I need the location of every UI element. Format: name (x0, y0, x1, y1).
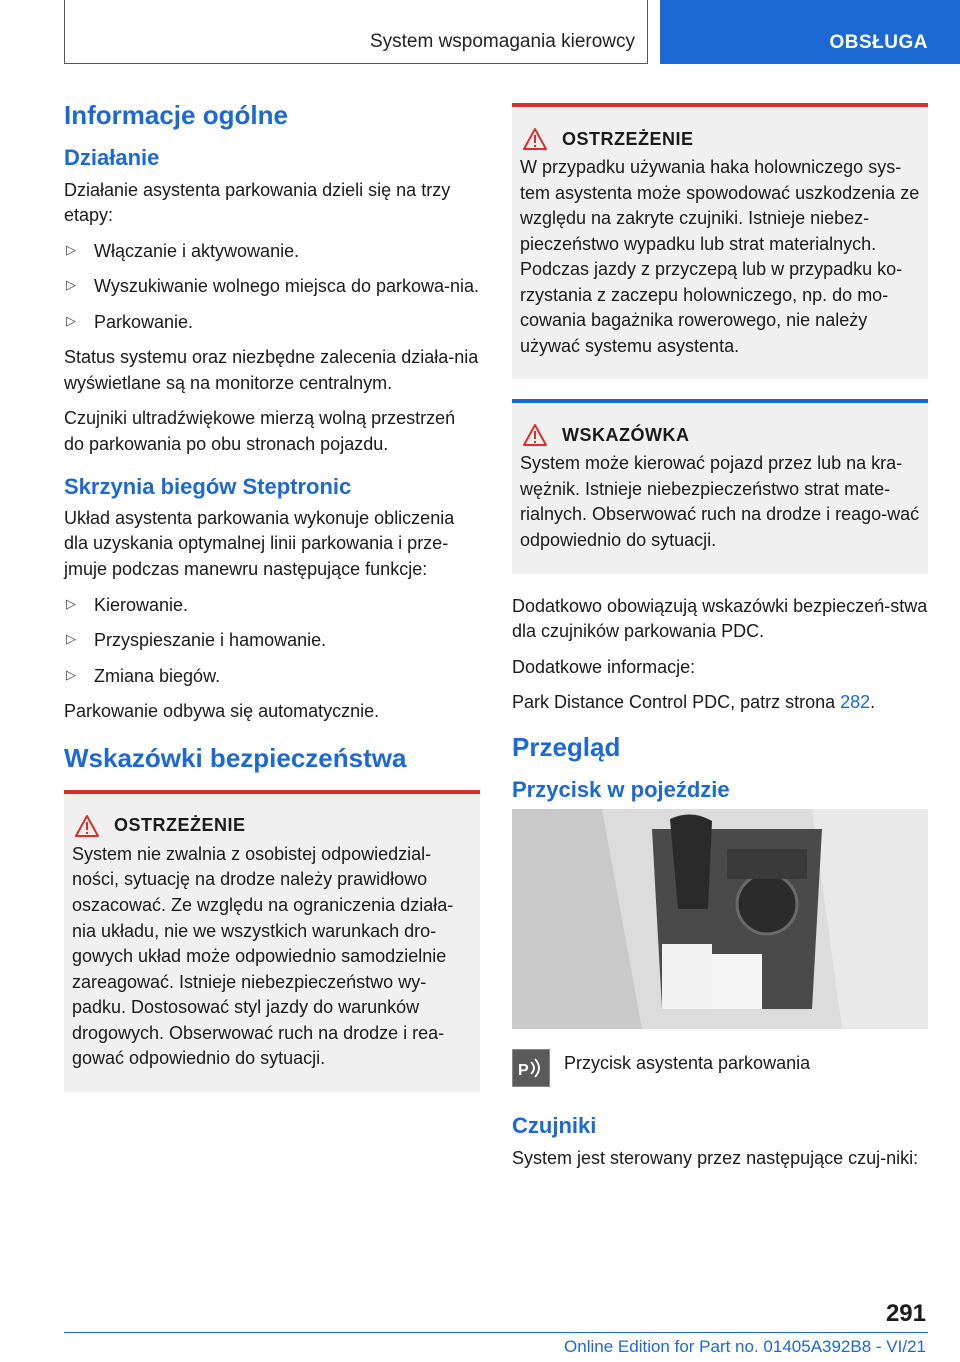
triangle-bullet-icon: ▷ (66, 241, 76, 257)
page-number: 291 (885, 1300, 926, 1327)
paragraph-info: Dodatkowe informacje: (512, 656, 696, 677)
paragraph-czujniki: System jest sterowany przez następujące czuj-niki: (512, 1147, 919, 1168)
paragraph-skrzynia: Układ asystenta parkowania wykonuje obliczenia dla uzyskania optymalnej linii parkowania i prze-jmuje podczas manewru następujące funkcje: (64, 507, 455, 579)
section-tab[interactable] (660, 0, 960, 64)
page-link[interactable]: 282 (840, 692, 871, 713)
triangle-bullet-icon: ▷ (66, 277, 76, 293)
heading-dzialanie: Działanie (64, 145, 160, 171)
paragraph-dzialanie: Działanie asystenta parkowania dzieli się na trzy etapy: (64, 179, 451, 226)
center-console-illustration (512, 809, 928, 1029)
heading-przycisk: Przycisk w pojeździe (512, 776, 730, 802)
heading-info: Informacje ogólne (64, 100, 288, 130)
warning-box (64, 790, 480, 1092)
warning-title: OSTRZEŻENIE (562, 128, 694, 149)
right-column (512, 103, 928, 1181)
footer-edition: Online Edition for Part no. 01405A392B8 - VI/21 (564, 1337, 926, 1356)
caption-text: Przycisk asystenta parkowania (564, 1053, 811, 1074)
triangle-bullet-icon: ▷ (66, 631, 76, 647)
section-title: System wspomagania kierowcy (369, 31, 635, 52)
heading-wskazowki: Wskazówki bezpieczeństwa (64, 742, 407, 773)
paragraph-dodatkowo: Dodatkowo obowiązują wskazówki bezpieczeń-stwa dla czujników parkowania PDC. (512, 595, 928, 642)
list-etapy (64, 239, 480, 336)
caption-row (512, 1049, 928, 1087)
list-item: ▷ Kierowanie. (66, 594, 189, 615)
warning-triangle-icon (522, 127, 548, 151)
heading-skrzynia: Skrzynia biegów Steptronic (64, 473, 352, 499)
paragraph-status: Status systemu oraz niezbędne zalecenia działa-nia wyświetlane są na monitorze centralnym. (64, 347, 479, 393)
section-tab-label: OBSŁUGA (829, 32, 928, 53)
list-item: ▷ Parkowanie. (66, 311, 194, 332)
list-item: ▷ Włączanie i aktywowanie. (66, 240, 300, 261)
warning-triangle-icon (74, 814, 100, 838)
triangle-bullet-icon: ▷ (66, 666, 76, 682)
note-text: System może kierować pojazd przez lub na kra-wężnik. Istnieje niebezpieczeństwo strat mate-rialnych. Obserwować ruch na drodze i reago-wać odpowiednio do sytuacji. (520, 453, 920, 551)
list-item: ▷ Wyszukiwanie wolnego miejsca do parkowa-nia. (66, 276, 480, 297)
left-column (64, 100, 480, 1112)
note-box (512, 399, 928, 573)
warning-text: System nie zwalnia z osobistej odpowiedzial-ności, sytuację na drodze należy prawidłowo oszacować. Ze względu na ograniczenia działa-nia układu, nie we wszystkich warunkach dro-gowych układ może odpowiednio samodzielnie zareagować. Istnieje niebezpieczeństwo wy-padku. Dostosować styl jazdy do warunków drogowych. Obserwować ruch na drodze i rea-gować odpowiednio do sytuacji. (72, 843, 454, 1069)
footer-divider (64, 1332, 928, 1333)
warning-text: W przypadku używania haka holowniczego sys-tem asystenta może spowodować uszkodzenia ze względu na zakryte czujniki. Istnieje niebez-pieczeństwo wypadku lub strat materialnych. Podczas jazdy z przyczepą lub w przypadku ko-rzystania z zaczepu holowniczego, np. do mo-cowania bagażnika rowerowego, nie należy używać systemu asystenta. (520, 157, 920, 356)
triangle-bullet-icon: ▷ (66, 595, 76, 611)
header-section-box (64, 0, 648, 64)
paragraph-czujniki: Czujniki ultradźwiękowe mierzą wolną przestrzeń do parkowania po obu stronach pojazdu. (64, 408, 456, 454)
note-title: WSKAZÓWKA (562, 424, 690, 445)
list-item: ▷ Zmiana biegów. (66, 665, 221, 686)
svg-text:P: P (518, 1062, 529, 1080)
center-console-photo (512, 809, 928, 1029)
parking-assistant-button-icon (512, 1049, 550, 1087)
heading-przeglad: Przegląd (512, 731, 621, 762)
note-triangle-icon (522, 423, 548, 447)
heading-czujniki: Czujniki (512, 1113, 597, 1139)
warning-title: OSTRZEŻENIE (114, 815, 246, 836)
list-funkcje (64, 593, 480, 690)
triangle-bullet-icon: ▷ (66, 312, 76, 328)
paragraph-pdc: Park Distance Control PDC, patrz strona 282. (512, 692, 876, 713)
paragraph-auto: Parkowanie odbywa się automatycznie. (64, 701, 380, 722)
warning-box (512, 103, 928, 379)
list-item: ▷ Przyspieszanie i hamowanie. (66, 630, 327, 651)
